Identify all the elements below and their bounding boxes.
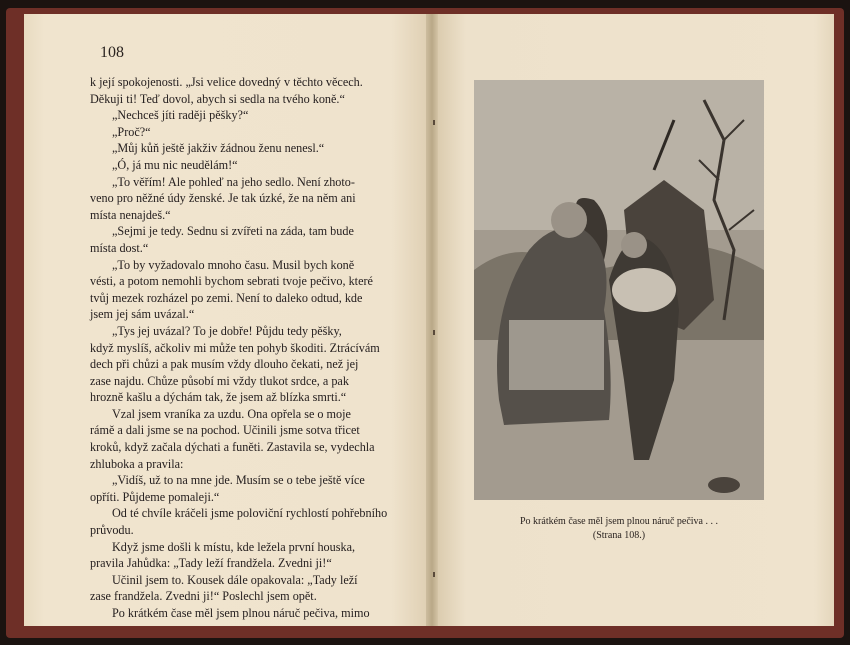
text-line: „Sejmi je tedy. Sednu si zvířeti na záda, tam bude (112, 224, 354, 239)
text-line: tvůj mezek rozházel po zemi. Není to daleko odtud, kde (90, 290, 363, 305)
text-line: vésti, a potom nemohli bychom sebrati tvoje pečivo, které (90, 274, 373, 289)
text-line: když myslíš, ačkoliv mi může ten pohyb škoditi. Ztrácívám (90, 340, 380, 355)
illustration (474, 80, 764, 500)
text-line: „Tys jej uvázal? To je dobře! Půjdu tedy pěšky, (112, 323, 342, 338)
text-line: „Můj kůň ještě jakživ žádnou ženu nenesl.“ (112, 141, 325, 156)
page-number: 108 (100, 44, 124, 61)
text-line: Když jsme došli k místu, kde ležela první houska, (112, 539, 356, 554)
text-line: „To by vyžadovalo mnoho času. Musil bych koně (112, 257, 355, 272)
illustration-figures (474, 80, 764, 500)
binding-stitch (433, 120, 435, 125)
text-line: zase najdu. Chůze působí mi vždy tlukot srdce, a pak (90, 373, 349, 388)
text-line: kroků, když začala dýchati a funěti. Zastavila se, vydechla (90, 440, 375, 455)
text-line: místa dost.“ (90, 240, 149, 255)
text-line: pravila Jahůdka: „Tady leží frandžela. Zvedni ji!“ (90, 556, 332, 571)
left-page-text (90, 74, 390, 622)
text-line: zhluboka a pravila: (90, 456, 184, 471)
book-gutter (426, 14, 438, 626)
text-line: „Vidíš, už to na mne jde. Musím se o tebe ještě více (112, 473, 365, 488)
text-line: Po krátkém čase měl jsem plnou náruč pečiva, mimo (112, 606, 370, 620)
text-line: „Nechceš jíti raději pěšky?“ (112, 108, 249, 123)
text-line: zase frandžela. Zvedni ji!“ Poslechl jsem opět. (90, 589, 317, 604)
text-line: Učinil jsem to. Kousek dále opakovala: „Tady leží (112, 572, 358, 587)
illustration-caption: Po krátkém čase měl jsem plnou náruč pečiva . . . (520, 516, 718, 527)
text-line: opříti. Půjdeme pomaleji.“ (90, 489, 220, 504)
binding-stitch (433, 330, 435, 335)
text-line: „To věřím! Ale pohleď na jeho sedlo. Není zhoto- (112, 174, 355, 189)
text-line: k její spokojenosti. „Jsi velice dovedný v těchto věcech. (90, 75, 363, 89)
text-line: dech při chůzi a pak musím vždy dlouho čekati, než jej (90, 357, 359, 372)
text-line: „Ó, já mu nic neudělám!“ (112, 157, 238, 172)
text-line: rámě a dali jsme se na pochod. Učinili jsme sotva třicet (90, 423, 360, 438)
text-line: „Proč?“ (112, 124, 151, 139)
text-line: Vzal jsem vraníka za uzdu. Ona opřela se o moje (112, 406, 351, 421)
text-line: jsem jej sám uvázal.“ (90, 307, 195, 322)
text-line: Děkuji ti! Teď dovol, abych si sedla na tvého koně.“ (90, 91, 345, 106)
binding-stitch (433, 572, 435, 577)
text-line: místa nenajdeš.“ (90, 207, 171, 222)
text-line: Od té chvíle kráčeli jsme poloviční rychlostí pohřebního (112, 506, 388, 521)
text-line: veno pro něžné údy ženské. Je tak úzké, že na něm ani (90, 191, 356, 206)
text-line: průvodu. (90, 523, 134, 538)
text-line: hrozně kašlu a dýchám tak, že jsem až blízka smrti.“ (90, 390, 347, 405)
illustration-page-reference: (Strana 108.) (592, 530, 646, 541)
